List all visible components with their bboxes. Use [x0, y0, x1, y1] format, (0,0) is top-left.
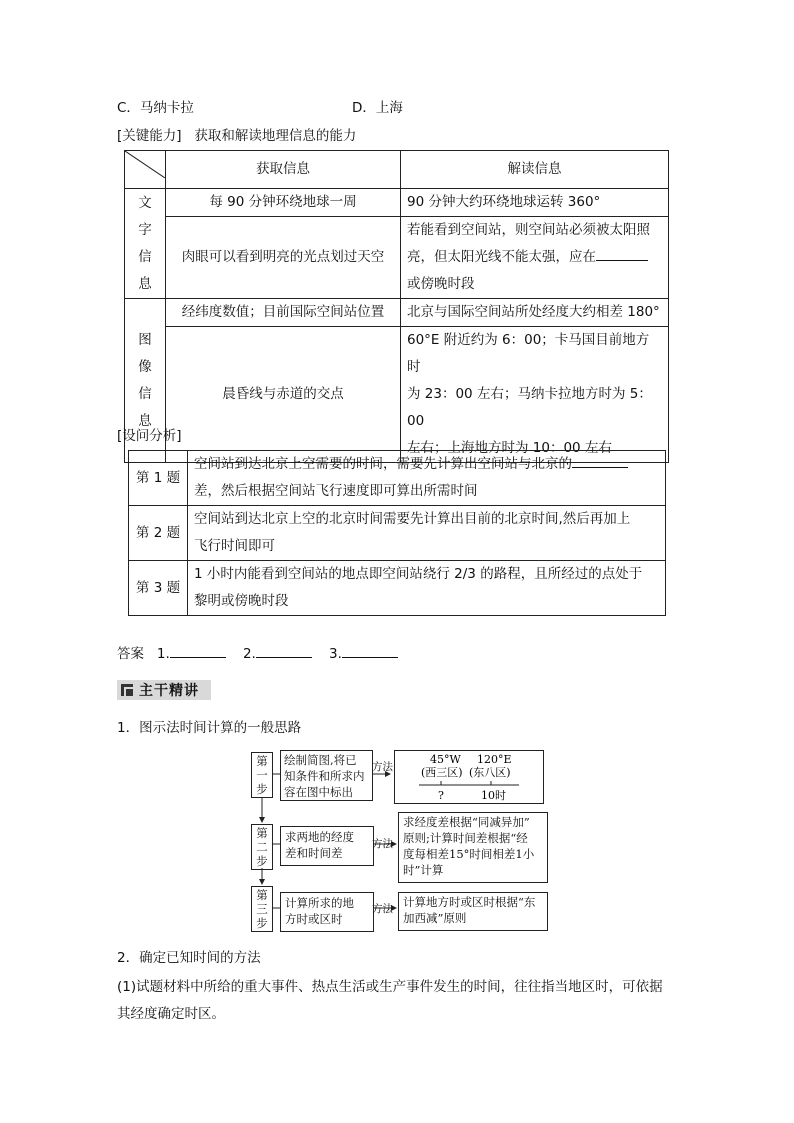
step-2-result: 求经度差根据“同减异加” 原则;计算时间差根据“经 度每相差15°时间相差1小 时”计算	[398, 812, 548, 883]
q-line: 黎明或傍晚时段	[194, 593, 289, 609]
read-cell	[401, 327, 669, 463]
info-table	[124, 150, 669, 463]
group-label-text	[125, 189, 166, 299]
method-label: 方法	[372, 761, 393, 773]
question-label: 第 2 题	[129, 506, 188, 561]
step-1-box: 绘制简图,将已 知条件和所求内 容在图中标出	[280, 750, 373, 801]
answer-num: 2.	[242, 646, 256, 662]
paragraph-line: 其经度确定时区。	[117, 1006, 225, 1022]
header-read: 解读信息	[401, 151, 669, 189]
analysis-table	[128, 450, 666, 616]
svg-text:45°W: 45°W	[430, 753, 461, 766]
read-cell: 90 分钟大约环绕地球运转 360°	[401, 189, 669, 217]
answer-num: 3.	[329, 646, 342, 662]
q-line: 差，然后根据空间站飞行速度即可算出所需时间	[194, 483, 478, 499]
key-ability-tag: [关键能力]	[117, 128, 182, 144]
paragraph-line: (1)试题材料中所给的重大事件、热点生活或生产事件发生的时间，往往指当地区时，可依据	[117, 979, 663, 995]
svg-text:(西三区): (西三区)	[421, 766, 463, 779]
question-text	[188, 506, 666, 561]
step-3-result: 计算地方时或区时根据“东 加西减”原则	[398, 892, 548, 931]
read-line: 左右；上海地方时为 10：00 左右	[407, 440, 612, 456]
step-3: 第 三 步	[251, 886, 273, 932]
answer-blank	[256, 643, 312, 658]
heading-2: 2．确定已知时间的方法	[117, 950, 261, 966]
answer-line	[117, 642, 398, 662]
get-cell: 晨昏线与赤道的交点	[166, 327, 401, 463]
key-ability-line	[117, 124, 356, 144]
read-line: 为 23：00 左右；马纳卡拉地方时为 5：00	[407, 386, 652, 429]
answer-blank	[572, 453, 628, 468]
answer-label: 答案	[117, 646, 144, 662]
label-char: 信	[138, 248, 152, 265]
read-line: 若能看到空间站，则空间站必须被太阳照	[407, 222, 650, 238]
read-line: 或傍晚时段	[407, 276, 475, 292]
step-2: 第 二 步	[251, 824, 273, 870]
answer-blank	[342, 643, 398, 658]
answer-num: 1.	[156, 646, 170, 662]
method-label: 方法	[372, 903, 393, 915]
step-2-box: 求两地的经度 差和时间差	[280, 826, 374, 866]
diagonal-line	[125, 151, 165, 178]
diagonal-header-cell	[125, 151, 166, 189]
q-line: 空间站到达北京上空需要的时间，需要先计算出空间站与北京的	[194, 451, 659, 478]
timeline-box	[394, 750, 544, 804]
svg-text:10时: 10时	[481, 789, 506, 802]
answer-blank	[170, 643, 226, 658]
label-char: 息	[138, 275, 152, 292]
label-char: 图	[138, 331, 152, 348]
q-line: 飞行时间即可	[194, 538, 275, 554]
answer-blank	[596, 246, 648, 261]
get-cell: 每 90 分钟环绕地球一周	[166, 189, 401, 217]
header-get: 获取信息	[166, 151, 401, 189]
svg-text:(东八区): (东八区)	[469, 766, 511, 779]
read-line: 亮，但太阳光线不能太强，应在	[407, 244, 662, 271]
heading-1: 1．图示法时间计算的一般思路	[117, 720, 302, 736]
section-heading	[117, 680, 211, 700]
read-line: 60°E 附近约为 6：00；卡马国目前地方时	[407, 332, 650, 375]
label-char: 息	[138, 412, 152, 429]
label-char: 字	[138, 221, 152, 238]
label-char: 像	[138, 358, 152, 375]
step-1: 第 一 步	[251, 752, 273, 798]
question-text	[188, 451, 666, 506]
read-cell: 北京与国际空间站所处经度大约相差 180°	[401, 299, 669, 327]
svg-text:120°E: 120°E	[477, 753, 512, 766]
section-title: 主干精讲	[139, 683, 199, 699]
key-ability-text: 获取和解读地理信息的能力	[194, 128, 357, 144]
question-label: 第 3 题	[129, 561, 188, 616]
q-line: 空间站到达北京上空的北京时间需要先计算出目前的北京时间,然后再加上	[194, 511, 631, 527]
method-label: 方法	[372, 838, 393, 850]
read-cell	[401, 217, 669, 299]
label-char: 信	[138, 385, 152, 402]
flow-diagram	[250, 746, 550, 936]
timeline-sketch	[395, 751, 543, 803]
option-c: C．马纳卡拉	[117, 100, 194, 116]
analysis-tag: [设问分析]	[117, 428, 182, 444]
q-line: 1 小时内能看到空间站的地点即空间站绕行 2/3 的路程，且所经过的点处于	[194, 566, 643, 582]
question-label: 第 1 题	[129, 451, 188, 506]
label-char: 文	[138, 194, 152, 211]
option-d: D．上海	[352, 100, 403, 116]
step-3-box: 计算所求的地 方时或区时	[280, 892, 374, 932]
svg-text:?: ?	[438, 789, 444, 802]
get-cell: 肉眼可以看到明亮的光点划过天空	[166, 217, 401, 299]
get-cell: 经纬度数值；目前国际空间站位置	[166, 299, 401, 327]
section-icon	[121, 684, 133, 696]
question-text	[188, 561, 666, 616]
